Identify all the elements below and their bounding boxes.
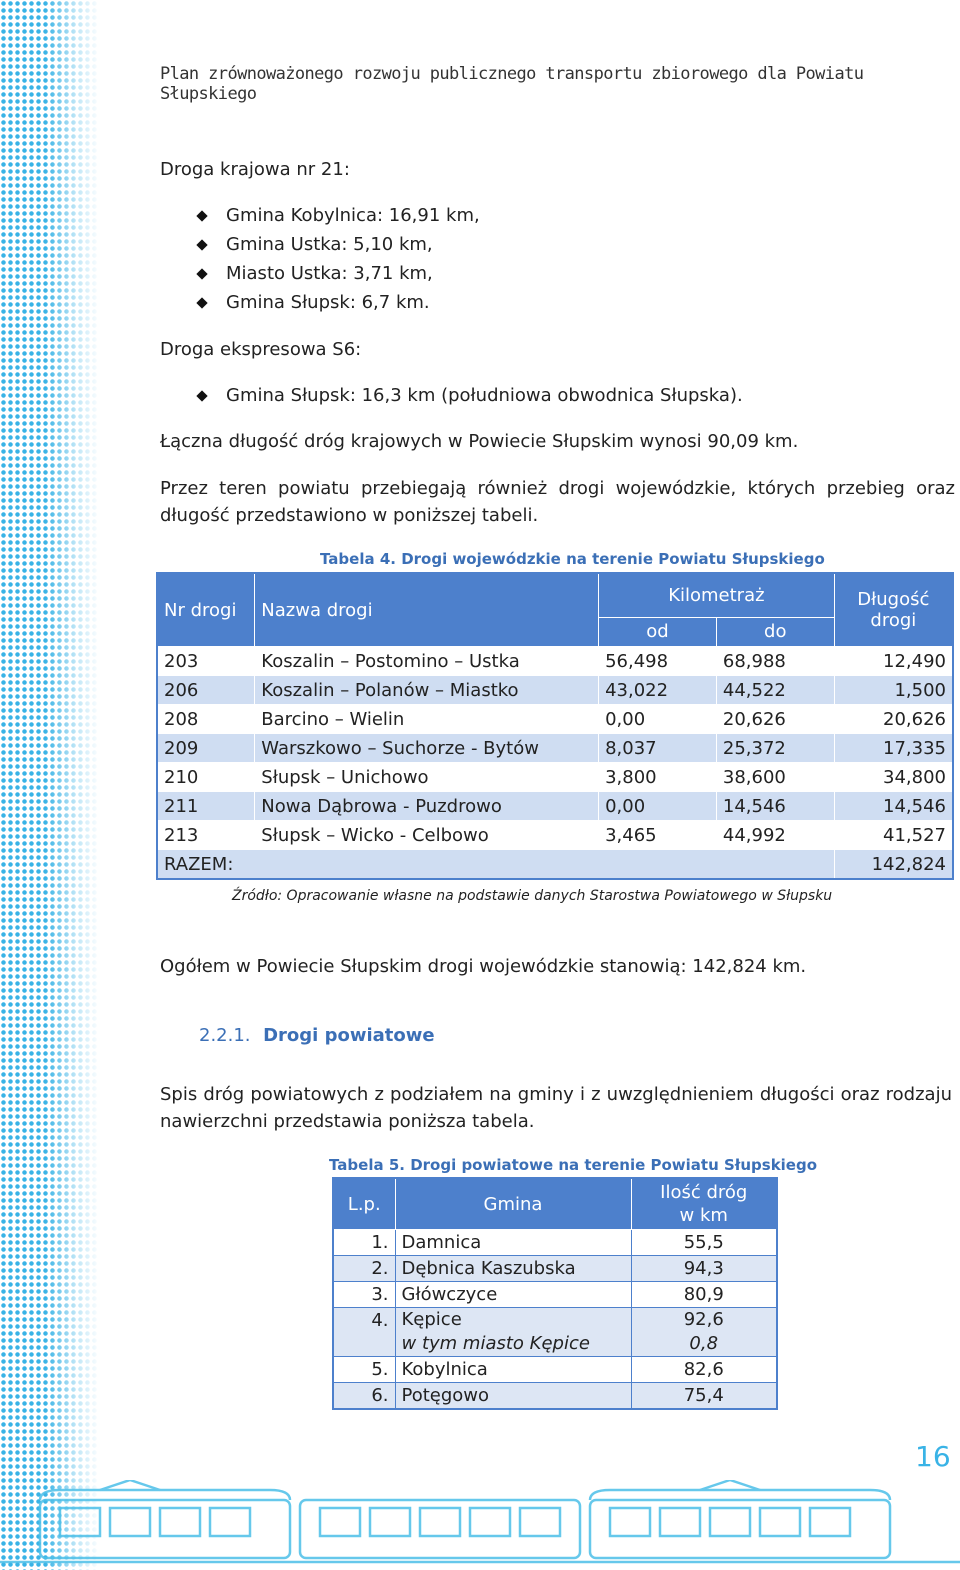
table-row: 4. Kępice w tym miasto Kępice 92,6 0,8 [333,1308,777,1357]
tram-footer-illustration [0,1480,960,1570]
column-header: Ilość dróg w km [631,1178,777,1230]
column-header: Gmina [395,1178,631,1230]
decorative-dot-strip [0,0,100,1570]
bullet-icon [196,390,207,401]
table-row: 2. Dębnica Kaszubska 94,3 [333,1256,777,1282]
list-item: Gmina Kobylnica: 16,91 km, [196,201,480,230]
bullet-icon [196,210,207,221]
column-header: Kilometraż [599,573,835,617]
table-row: 211 Nowa Dąbrowa - Puzdrowo 0,00 14,546 14,546 [157,792,953,821]
total-national-roads: Łączna długość dróg krajowych w Powiecie Słupskim wynosi 90,09 km. [160,431,799,452]
column-header: Nr drogi [157,573,255,647]
section-heading: 2.2.1. Drogi powiatowe [199,1025,435,1046]
county-roads-table [332,1177,778,1410]
table-total-row: RAZEM: 142,824 [157,850,953,880]
total-voivodeship-roads: Ogółem w Powiecie Słupskim drogi wojewódzkie stanowią: 142,824 km. [160,956,807,977]
table4-source: Źródło: Opracowanie własne na podstawie danych Starostwa Powiatowego w Słupsku [232,888,833,904]
column-header: od [599,617,717,646]
column-header: L.p. [333,1178,395,1230]
table4-caption: Tabela 4. Drogi wojewódzkie na terenie Powiatu Słupskiego [320,550,825,568]
page-header: Plan zrównoważonego rozwoju publicznego transportu zbiorowego dla Powiatu Słupskiego [160,64,864,104]
table-row: 209 Warszkowo – Suchorze - Bytów 8,037 25,372 17,335 [157,734,953,763]
bullet-icon [196,297,207,308]
s6-list [196,381,743,410]
table5-caption: Tabela 5. Drogi powiatowe na terenie Powiatu Słupskiego [329,1156,818,1174]
bullet-icon [196,239,207,250]
table-row: 203 Koszalin – Postomino – Ustka 56,498 68,988 12,490 [157,647,953,676]
intro-county-roads: Spis dróg powiatowych z podziałem na gminy i z uwzględnieniem długości oraz rodzaju nawierzchni przedstawia poniższa tabela. [160,1084,952,1132]
heading-national-road-21: Droga krajowa nr 21: [160,159,350,180]
column-header: do [716,617,834,646]
table-row: 210 Słupsk – Unichowo 3,800 38,600 34,800 [157,763,953,792]
column-header: Nazwa drogi [255,573,599,647]
table-row: 213 Słupsk – Wicko - Celbowo 3,465 44,992 41,527 [157,821,953,850]
dk21-list [196,201,480,317]
heading-expressway-s6: Droga ekspresowa S6: [160,339,362,360]
table-row: 206 Koszalin – Polanów – Miastko 43,022 44,522 1,500 [157,676,953,705]
column-header: Długość drogi [834,573,953,647]
list-item: Miasto Ustka: 3,71 km, [196,259,480,288]
bullet-icon [196,268,207,279]
table-row: 3. Główczyce 80,9 [333,1282,777,1308]
page-number: 16 [915,1440,951,1473]
table-row: 208 Barcino – Wielin 0,00 20,626 20,626 [157,705,953,734]
voivodeship-roads-table [156,572,954,880]
table-row: 5. Kobylnica 82,6 [333,1357,777,1383]
list-item: Gmina Słupsk: 16,3 km (południowa obwodnica Słupska). [196,381,743,410]
table-row: 1. Damnica 55,5 [333,1230,777,1256]
list-item: Gmina Słupsk: 6,7 km. [196,288,480,317]
list-item: Gmina Ustka: 5,10 km, [196,230,480,259]
table-row: 6. Potęgowo 75,4 [333,1383,777,1410]
intro-voivodeship-roads: Przez teren powiatu przebiegają również drogi wojewódzkie, których przebieg oraz długość przedstawiono w poniższej tabeli. [160,478,955,526]
